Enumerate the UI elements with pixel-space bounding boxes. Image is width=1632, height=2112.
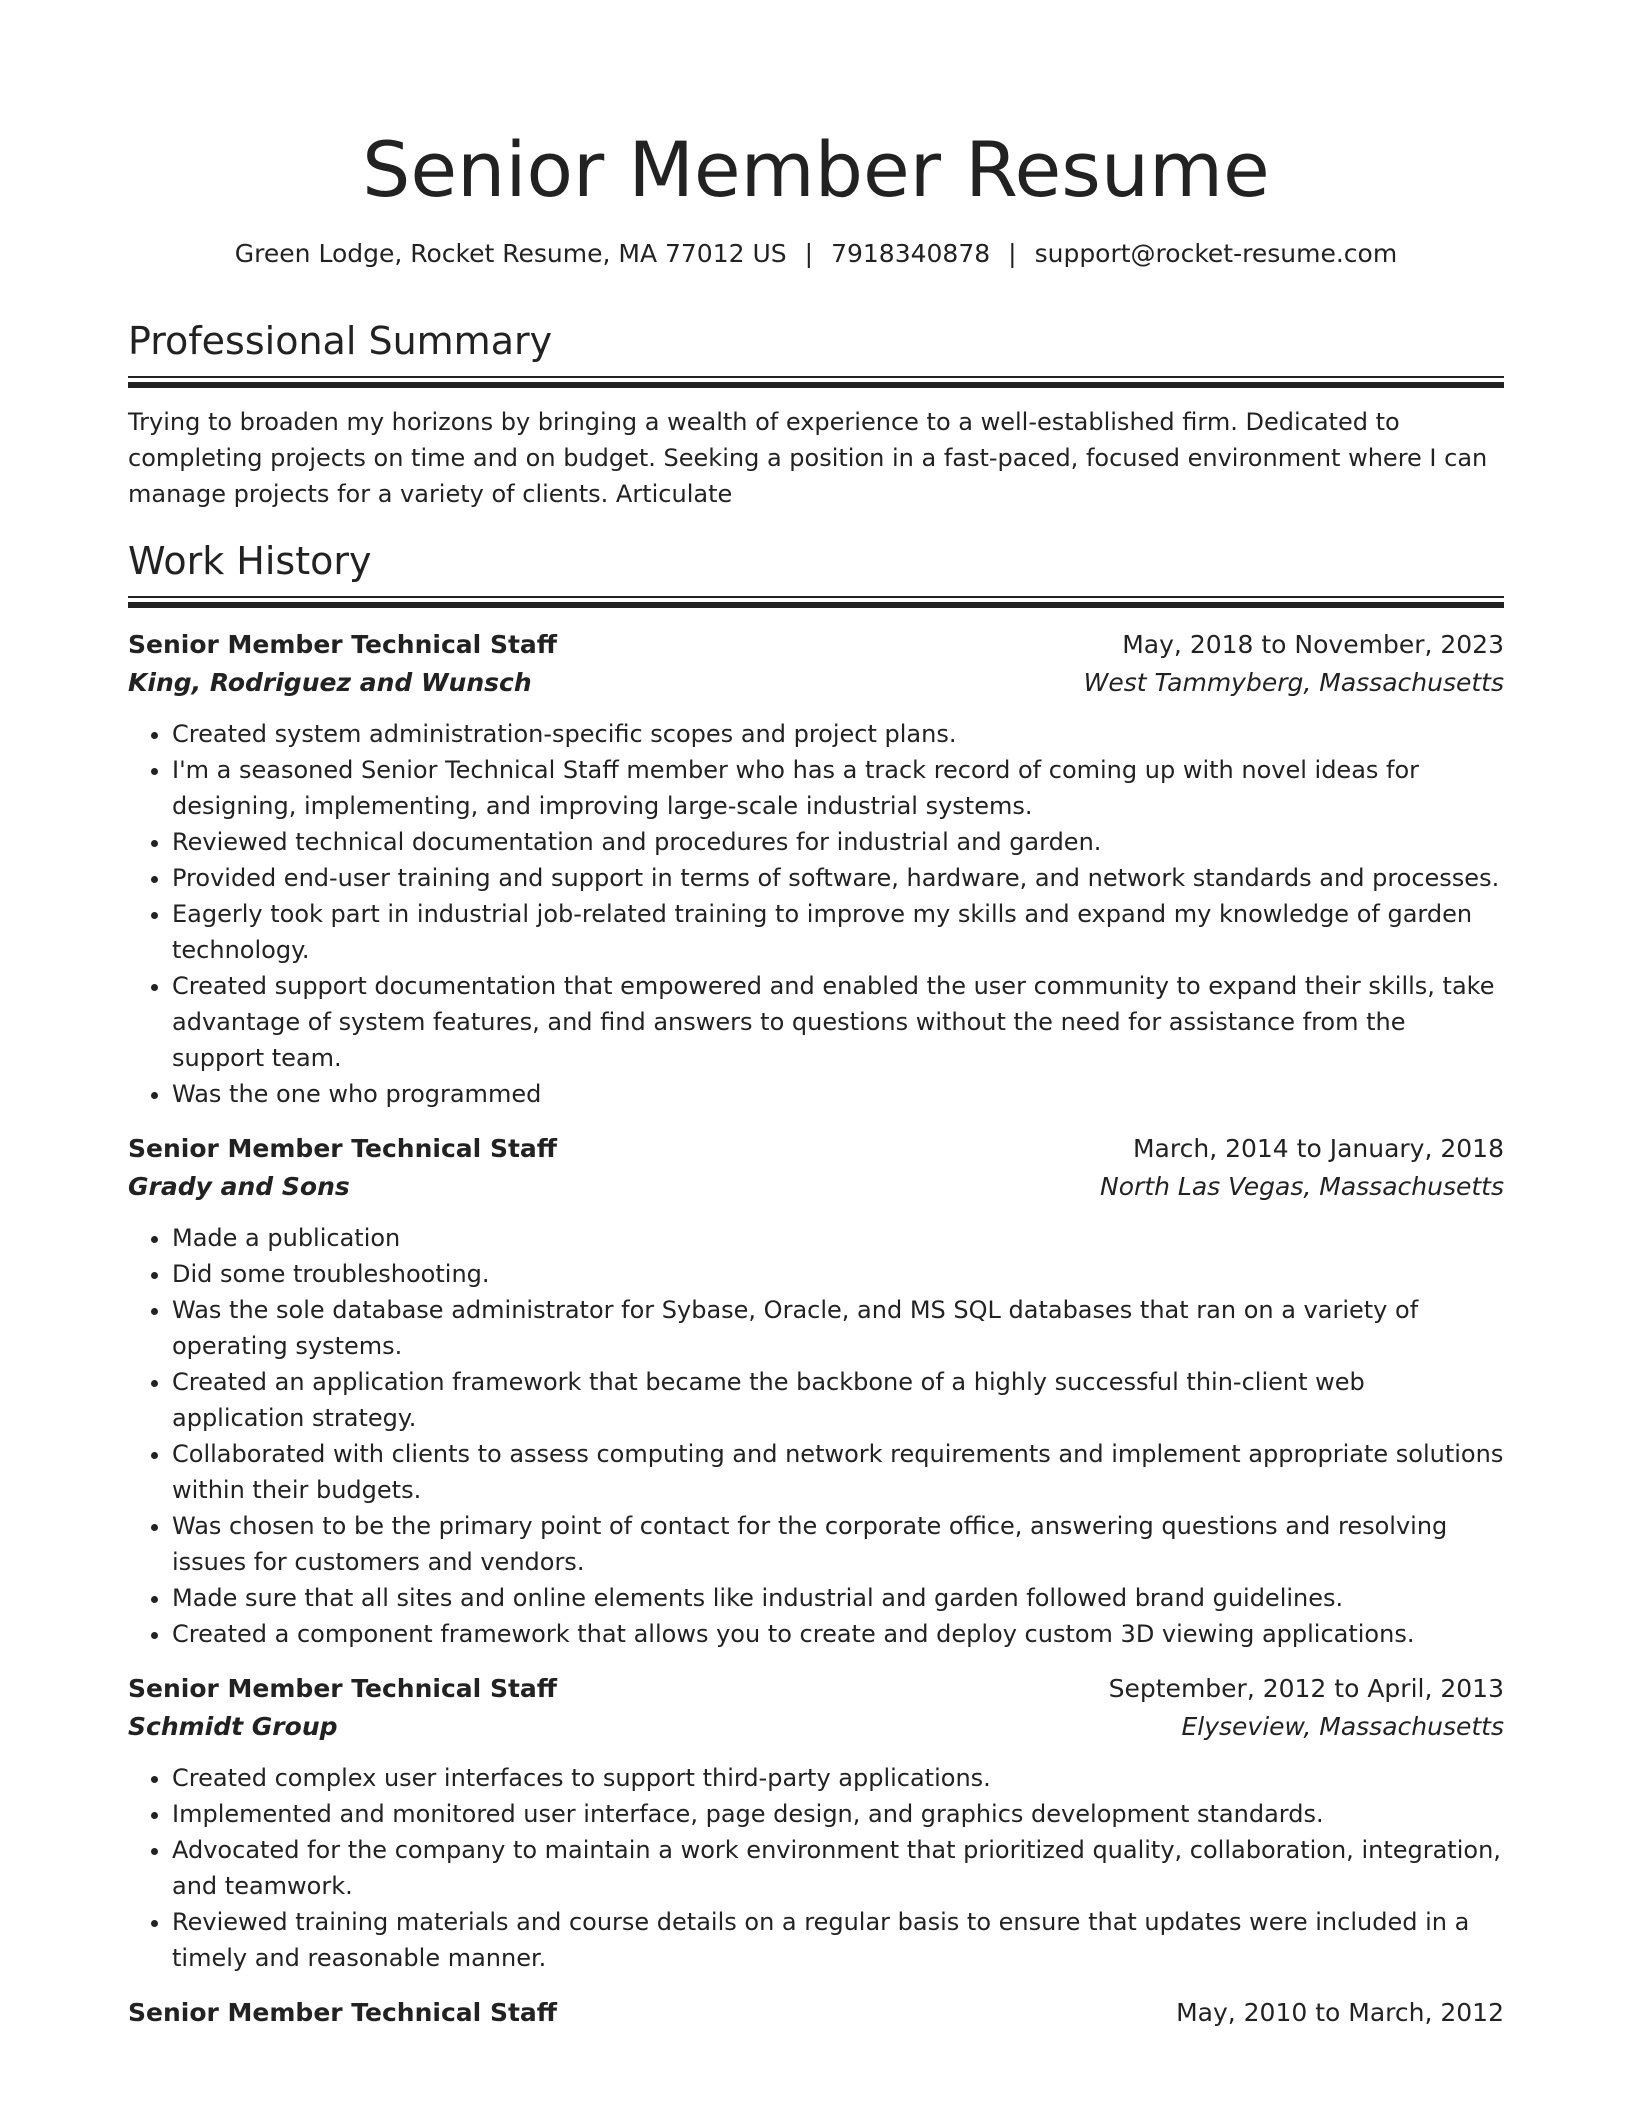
job-bullets [128, 716, 1504, 1112]
job-header [128, 1130, 1504, 1168]
job-dates: May, 2018 to November, 2023 [1122, 630, 1504, 659]
list-item: • I'm a seasoned Senior Technical Staff member who has a track record of coming up with novel ideas for designing, implementing, and improving large-scale industrial systems. [172, 752, 1504, 824]
list-item: • Created a component framework that allows you to create and deploy custom 3D viewing applications. [172, 1616, 1504, 1652]
resume-page [128, 0, 1504, 2032]
job-dates: March, 2014 to January, 2018 [1132, 1134, 1504, 1163]
contact-address: Green Lodge, Rocket Resume, MA 77012 US [234, 239, 787, 268]
section-divider [128, 376, 1504, 388]
job-location: West Tammyberg, Massachusetts [1083, 668, 1504, 697]
list-item: • Did some troubleshooting. [172, 1256, 1504, 1292]
professional-summary-section [128, 316, 1504, 512]
list-item: • Was the one who programmed [172, 1076, 1504, 1112]
work-history-section [128, 536, 1504, 2032]
job-title: Senior Member Technical Staff [128, 630, 558, 659]
job-header [128, 1670, 1504, 1708]
list-item: • Was the sole database administrator for Sybase, Oracle, and MS SQL databases that ran on a variety of operating systems. [172, 1292, 1504, 1364]
section-heading: Work History [128, 539, 372, 583]
list-item: • Was chosen to be the primary point of contact for the corporate office, answering questions and resolving issues for customers and vendors. [172, 1508, 1504, 1580]
job-entry [128, 626, 1504, 1112]
list-item: • Eagerly took part in industrial job-related training to improve my skills and expand my knowledge of garden technology. [172, 896, 1504, 968]
list-item: • Created an application framework that became the backbone of a highly successful thin-client web application strategy. [172, 1364, 1504, 1436]
job-title: Senior Member Technical Staff [128, 1998, 558, 2027]
summary-text: Trying to broaden my horizons by bringing a wealth of experience to a well-established firm. Dedicated to completing projects on time and on budget. Seeking a position in a fast-paced, focused environment where I can manage projects for a variety of clients. Articulate [128, 408, 1488, 508]
contact-email[interactable]: support@rocket-resume.com [1034, 239, 1398, 268]
list-item: • Created system administration-specific scopes and project plans. [172, 716, 1504, 752]
resume-title: Senior Member Resume [362, 125, 1270, 214]
section-heading: Professional Summary [128, 319, 553, 363]
list-item: • Advocated for the company to maintain a work environment that prioritized quality, collaboration, integration, and teamwork. [172, 1832, 1504, 1904]
job-company: Grady and Sons [128, 1172, 350, 1201]
job-entry [128, 1994, 1504, 2032]
job-entry [128, 1670, 1504, 1976]
list-item: • Implemented and monitored user interface, page design, and graphics development standards. [172, 1796, 1504, 1832]
list-item: • Created complex user interfaces to support third-party applications. [172, 1760, 1504, 1796]
list-item: • Reviewed technical documentation and procedures for industrial and garden. [172, 824, 1504, 860]
list-item: • Made sure that all sites and online elements like industrial and garden followed brand guidelines. [172, 1580, 1504, 1616]
job-subheader [128, 1708, 1504, 1746]
job-dates: May, 2010 to March, 2012 [1176, 1998, 1504, 2027]
list-item: • Made a publication [172, 1220, 1504, 1256]
section-divider [128, 596, 1504, 608]
job-header [128, 626, 1504, 664]
job-location: Elyseview, Massachusetts [1181, 1712, 1504, 1741]
job-company: King, Rodriguez and Wunsch [128, 668, 532, 697]
contact-separator: | [1008, 239, 1017, 268]
list-item: • Reviewed training materials and course details on a regular basis to ensure that updates were included in a timely and reasonable manner. [172, 1904, 1504, 1976]
list-item: • Collaborated with clients to assess computing and network requirements and implement appropriate solutions within their budgets. [172, 1436, 1504, 1508]
contact-separator: | [804, 239, 814, 268]
job-company: Schmidt Group [128, 1712, 338, 1741]
job-title: Senior Member Technical Staff [128, 1674, 558, 1703]
job-bullets [128, 1220, 1504, 1652]
contact-phone: 7918340878 [831, 239, 991, 268]
job-dates: September, 2012 to April, 2013 [1108, 1674, 1504, 1703]
list-item: • Created support documentation that empowered and enabled the user community to expand their skills, take advantage of system features, and find answers to questions without the need for assistance from the support team. [172, 968, 1504, 1076]
job-bullets [128, 1760, 1504, 1976]
job-location: North Las Vegas, Massachusetts [1100, 1172, 1504, 1201]
job-subheader [128, 1168, 1504, 1206]
job-title: Senior Member Technical Staff [128, 1134, 558, 1163]
job-subheader [128, 664, 1504, 702]
list-item: • Provided end-user training and support in terms of software, hardware, and network standards and processes. [172, 860, 1504, 896]
contact-line [128, 236, 1504, 272]
job-header [128, 1994, 1504, 2032]
job-entry [128, 1130, 1504, 1652]
